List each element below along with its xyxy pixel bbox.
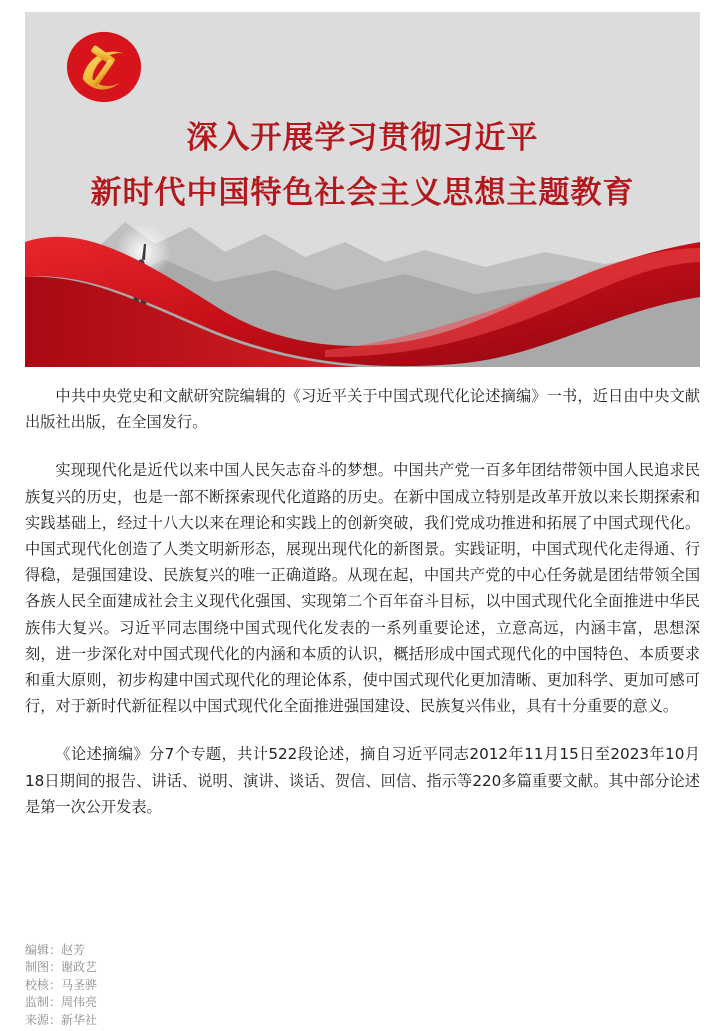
credit-supervisor: 监制：周伟亮: [25, 995, 98, 1010]
header-banner: [25, 12, 700, 367]
banner-title-line2: 新时代中国特色社会主义思想主题教育: [90, 175, 635, 211]
credit-proofread: 校核：马圣骅: [25, 977, 98, 992]
credits: [25, 942, 325, 1029]
hammer-sickle-emblem-icon: [65, 28, 143, 106]
paragraph-details: 《论述摘编》分7个专题，共计522段论述，摘自习近平同志2012年11月15日至2023年10月18日期间的报告、讲话、说明、演讲、谈话、贺信、回信、指示等220多篇重要文献。其中部分论述是第一次公开发表。: [25, 745, 700, 816]
article-body: [25, 383, 700, 842]
paragraph-main: 实现现代化是近代以来中国人民矢志奋斗的梦想。中国共产党一百多年团结带领中国人民追求民族复兴的历史，也是一部不断探索现代化道路的历史。在新中国成立特别是改革开放以来长期探索和实践基础上，经过十八大以来在理论和实践上的创新突破，我们党成功推进和拓展了中国式现代化。中国式现代化创造了人类文明新形态，展现出现代化的新图景。实践证明，中国式现代化走得通、行得稳，是强国建设、民族复兴的唯一正确道路。从现在起，中国共产党的中心任务就是团结带领全国各族人民全面建成社会主义现代化强国、实现第二个百年奋斗目标，以中国式现代化全面推进中华民族伟大复兴。习近平同志围绕中国式现代化发表的一系列重要论述，立意高远，内涵丰富，思想深刻，进一步深化对中国式现代化的内涵和本质的认识，概括形成中国式现代化的中国特色、本质要求和重大原则，初步构建中国式现代化的理论体系，使中国式现代化更加清晰、更加科学、更加可感可行，对于新时代新征程以中国式现代化全面推进强国建设、民族复兴伟业，具有十分重要的意义。: [25, 461, 700, 716]
credit-graphics: 制图：谢政艺: [25, 960, 98, 975]
paragraph-intro: 中共中央党史和文献研究院编辑的《习近平关于中国式现代化论述摘编》一书，近日由中央文献出版社出版，在全国发行。: [25, 387, 700, 432]
credit-editor: 编辑：赵芳: [25, 943, 86, 957]
banner-title-line1: 深入开展学习贯彻习近平: [186, 120, 539, 156]
credit-source: 来源：新华社: [25, 1012, 98, 1027]
